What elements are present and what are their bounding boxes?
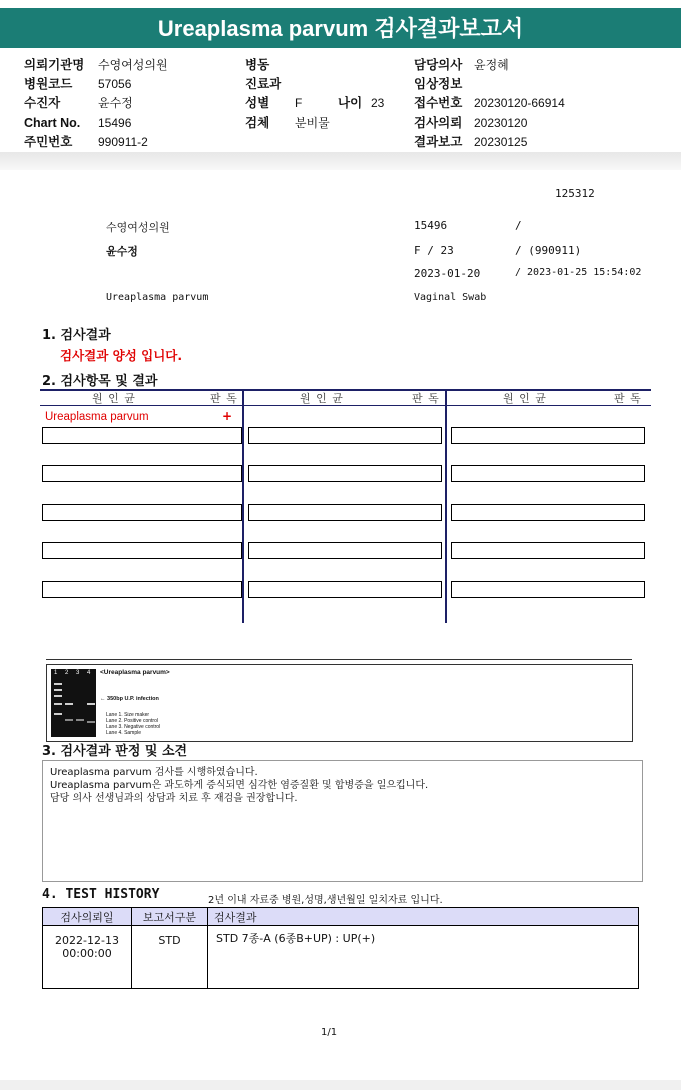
label-clinical-info: 임상정보 [414,77,463,91]
result-cell [451,542,645,559]
report-test-name: Ureaplasma parvum [106,292,209,303]
gel-legend-item: Lane 4. Sample [106,730,142,736]
history-date: 2022-12-13 [55,934,119,947]
page-number: 1/1 [321,1027,338,1038]
value-sex: F [295,96,303,110]
label-patient: 수진자 [24,96,61,110]
result-cell [451,465,645,482]
label-request-date: 검사의뢰 [414,116,463,130]
result-cell [42,465,242,482]
result-cell [248,581,442,598]
value-hospital-code: 57056 [98,77,132,91]
value-doctor: 윤정혜 [474,58,509,72]
findings-box [42,760,643,882]
result-cell [42,427,242,444]
findings-line: Ureaplasma parvum은 과도하게 증식되면 심각한 염증질환 및 합병증을 일으킵니다. [50,780,429,791]
gel-band [54,703,62,705]
report-chart-no: 15496 [414,219,448,232]
col-header-pathogen: 원 인 균 [300,392,344,405]
gel-lane-label: 1 [54,670,58,676]
gel-legend-item: Lane 2. Positive control [106,718,158,724]
label-receipt-no: 접수번호 [414,96,463,110]
report-clinic: 수영여성의원 [106,221,170,234]
history-date-cell [43,926,132,989]
report-datetime: / 2023-01-25 15:54:02 [515,267,642,278]
value-resident-no: 990911-2 [98,135,148,149]
gel-band [65,719,73,721]
col-header-judgement: 판 독 [210,392,238,405]
col-header-judgement: 판 독 [412,392,440,405]
label-doctor: 담당의사 [414,58,463,72]
results-grid-divider [445,389,447,623]
col-header-pathogen: 원 인 균 [503,392,547,405]
label-ward: 병동 [245,58,270,72]
result-cell [42,542,242,559]
result-cell [248,427,442,444]
gel-lane-label: 2 [65,670,69,676]
gel-arrow-label: ← 350bp U.P. infection [100,696,159,702]
gel-legend-item: Lane 3. Negative control [106,724,161,730]
report-sex-age: F / 23 [414,244,454,257]
value-patient: 윤수정 [98,96,133,110]
section-1-title: 1. 검사결과 [42,328,111,343]
value-chart-no: 15496 [98,116,132,130]
history-col-result: 검사결과 [208,908,639,926]
history-result: STD 7종-A (6종B+UP) : UP(+) [208,926,639,989]
section-2-title: 2. 검사항목 및 결과 [42,374,158,389]
label-hospital-code: 병원코드 [24,77,73,91]
value-institution: 수영여성의원 [98,58,168,72]
history-table [42,907,639,989]
section-4-title: 4. TEST HISTORY [42,887,160,902]
report-id: 125312 [555,187,595,200]
history-col-type: 보고서구분 [132,908,208,926]
header-col-middle [245,58,384,135]
gel-title: <Ureaplasma parvum> [100,669,170,676]
gel-band [54,695,62,697]
gel-band [76,719,84,721]
result-pathogen-name: Ureaplasma parvum [45,411,149,423]
report-title: Ureaplasma parvum 검사결과보고서 [0,8,681,48]
label-resident-no: 주민번호 [24,135,73,149]
value-request-date: 20230120 [474,116,528,130]
findings-line: 담당 의사 선생님과의 상담과 치료 후 재검을 권장합니다. [50,793,298,804]
result-cell [42,504,242,521]
gel-lane-label: 4 [87,670,91,676]
label-specimen: 검체 [245,116,270,130]
results-grid-divider [242,389,244,623]
gel-band [87,721,95,723]
result-cell [451,427,645,444]
header-col-right [414,58,565,154]
findings-line: Ureaplasma parvum 검사를 시행하였습니다. [50,767,258,778]
section-3-title: 3. 검사결과 판정 및 소견 [42,744,188,759]
result-summary: 검사결과 양성 입니다. [60,348,183,363]
label-institution: 의뢰기관명 [24,58,85,72]
report-patient: 윤수정 [106,245,138,258]
header-col-left [24,58,168,154]
report-slash: / [515,219,522,232]
label-report-date: 결과보고 [414,135,463,149]
history-note: 2년 이내 자료중 병원,성명,생년월일 일치자료 입니다. [208,895,443,906]
gel-band [54,713,62,715]
value-receipt-no: 20230120-66914 [474,96,565,110]
table-row [43,926,639,989]
report-birth: / (990911) [515,244,582,257]
value-report-date: 20230125 [474,135,528,149]
history-time: 00:00:00 [62,947,112,960]
result-cell [248,504,442,521]
result-judgement: + [222,409,233,423]
label-sex: 성별 [245,96,270,110]
report-request-date: 2023-01-20 [414,267,481,280]
label-department: 진료과 [245,77,282,91]
label-chart-no: Chart No. [24,116,81,130]
gel-band [65,703,73,705]
result-cell [248,542,442,559]
col-header-pathogen: 원 인 균 [92,392,136,405]
result-cell [451,581,645,598]
value-age: 23 [371,96,385,110]
result-cell [248,465,442,482]
gel-legend-item: Lane 1. Size maker [106,712,150,718]
label-age: 나이 [338,96,363,110]
header-separator [0,152,681,170]
col-header-judgement: 판 독 [614,392,642,405]
gel-image [51,669,96,737]
gel-divider [46,659,632,660]
value-specimen: 분비물 [295,116,330,130]
result-cell [451,504,645,521]
history-col-date: 검사의뢰일 [43,908,132,926]
history-type: STD [132,926,208,989]
gel-lane-label: 3 [76,670,80,676]
gel-band [54,683,62,685]
gel-band [54,689,62,691]
result-cell [42,581,242,598]
gel-band [87,703,95,705]
gel-electrophoresis-figure [46,664,633,742]
report-specimen: Vaginal Swab [414,292,487,303]
